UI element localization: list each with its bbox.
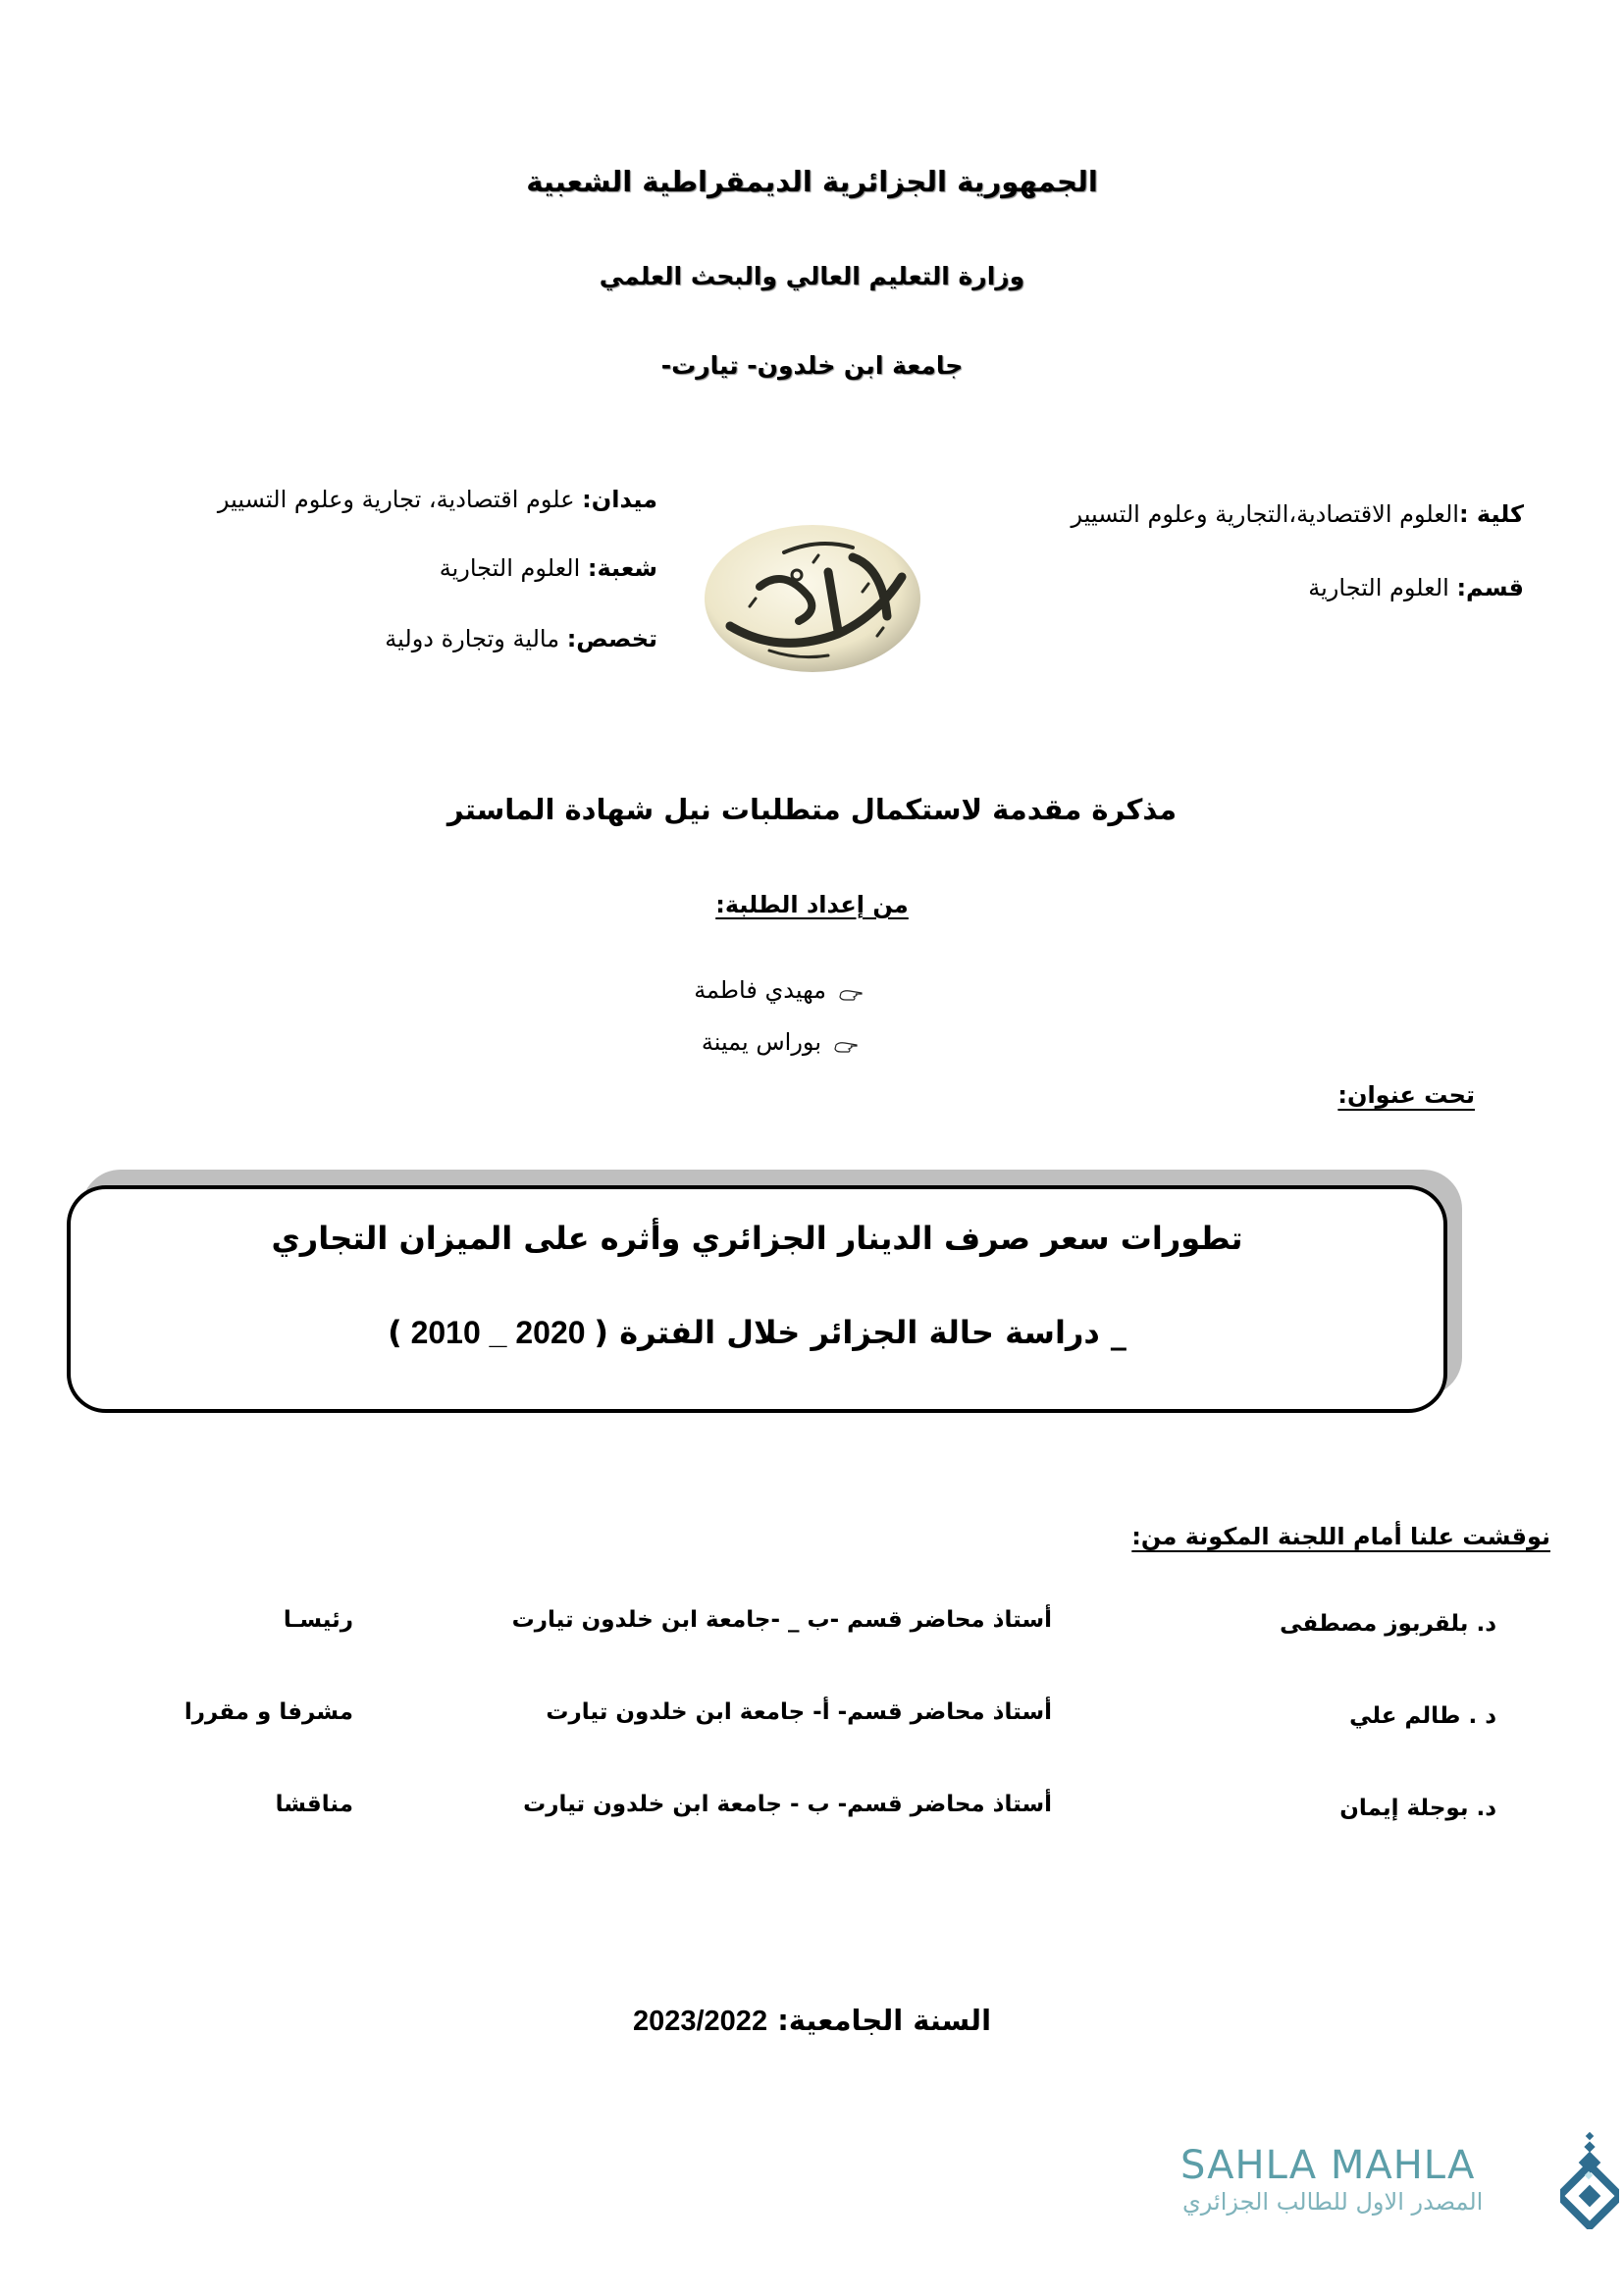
thesis-title-line1: تطورات سعر صرف الدينار الجزائري وأثره على الميزان التجاري <box>271 1220 1243 1257</box>
watermark-brand: SAHLA MAHLA <box>1180 2143 1476 2188</box>
calligraphy-logo-icon <box>691 518 934 685</box>
university-logo <box>691 518 934 685</box>
field-line <box>218 486 657 513</box>
specialty-label: تخصص: <box>566 625 657 652</box>
faculty-line <box>1071 500 1524 528</box>
memo-heading: مذكرة مقدمة لاستكمال متطلبات نيل شهادة الماستر <box>446 793 1178 826</box>
branch-label: شعبة: <box>587 554 657 582</box>
committee-member-rank: أستاذ محاضر قسم- أ- جامعة ابن خلدون تيارت <box>546 1699 1052 1725</box>
watermark-tagline: المصدر الاول للطالب الجزائري <box>1182 2188 1484 2216</box>
student-name: مهيدي فاطمة <box>694 976 826 1004</box>
sahla-mahla-logo-icon <box>1560 2131 1619 2229</box>
prepared-by-label: من إعداد الطلبة: <box>715 891 909 918</box>
branch-line <box>440 554 657 582</box>
thesis-subtitle-suffix: ) <box>388 1314 402 1351</box>
thesis-period-years: 2010 _ 2020 <box>401 1315 595 1350</box>
field-value: علوم اقتصادية، تجارية وعلوم التسيير <box>217 486 583 513</box>
pointing-hand-icon <box>833 1034 859 1050</box>
department-label: قسم: <box>1456 574 1524 601</box>
student-item <box>694 976 864 1004</box>
student-item <box>702 1028 859 1056</box>
committee-member-name: د. بلقربوز مصطفى <box>1280 1611 1496 1637</box>
under-title-label: تحت عنوان: <box>1337 1081 1475 1109</box>
department-value: العلوم التجارية <box>1308 574 1457 601</box>
ministry-heading: وزارة التعليم العالي والبحث العلمي <box>599 262 1025 290</box>
field-label: ميدان: <box>582 486 657 513</box>
faculty-value: العلوم الاقتصادية،التجارية وعلوم التسيير <box>1071 500 1459 528</box>
faculty-label: كلية : <box>1458 500 1524 528</box>
academic-year-value: 2023/2022 <box>632 2006 768 2037</box>
academic-year <box>0 2004 1624 2038</box>
committee-heading: نوقشت علنا أمام اللجنة المكونة من: <box>1131 1523 1550 1550</box>
committee-member-role: مشرفا و مقررا <box>183 1699 353 1725</box>
committee-member-name: د . طالم علي <box>1349 1703 1496 1729</box>
department-line <box>1308 574 1524 601</box>
sahla-mahla-watermark <box>1173 2129 1595 2237</box>
committee-member-name: د. بوجلة إيمان <box>1339 1796 1496 1821</box>
branch-value: العلوم التجارية <box>439 554 588 582</box>
thesis-subtitle-prefix: _ دراسة حالة الجزائر خلال الفترة ( <box>594 1314 1126 1351</box>
academic-year-label: السنة الجامعية: <box>777 2004 992 2037</box>
committee-member-rank: أستاذ محاضر قسم- ب - جامعة ابن خلدون تيارت <box>523 1792 1052 1817</box>
specialty-value: مالية وتجارة دولية <box>385 625 567 652</box>
student-name: بوراس يمينة <box>701 1028 821 1056</box>
republic-heading: الجمهورية الجزائرية الديمقراطية الشعبية <box>526 165 1098 198</box>
committee-member-role: رئيسـا <box>283 1607 353 1633</box>
thesis-title-line2 <box>67 1314 1447 1351</box>
specialty-line <box>385 625 657 652</box>
pointing-hand-icon <box>838 982 864 998</box>
university-heading: جامعة ابن خلدون- تيارت- <box>660 351 964 380</box>
committee-member-role: مناقشا <box>275 1792 353 1817</box>
committee-member-rank: أستاذ محاضر قسم -ب _ -جامعة ابن خلدون تيارت <box>511 1607 1052 1633</box>
